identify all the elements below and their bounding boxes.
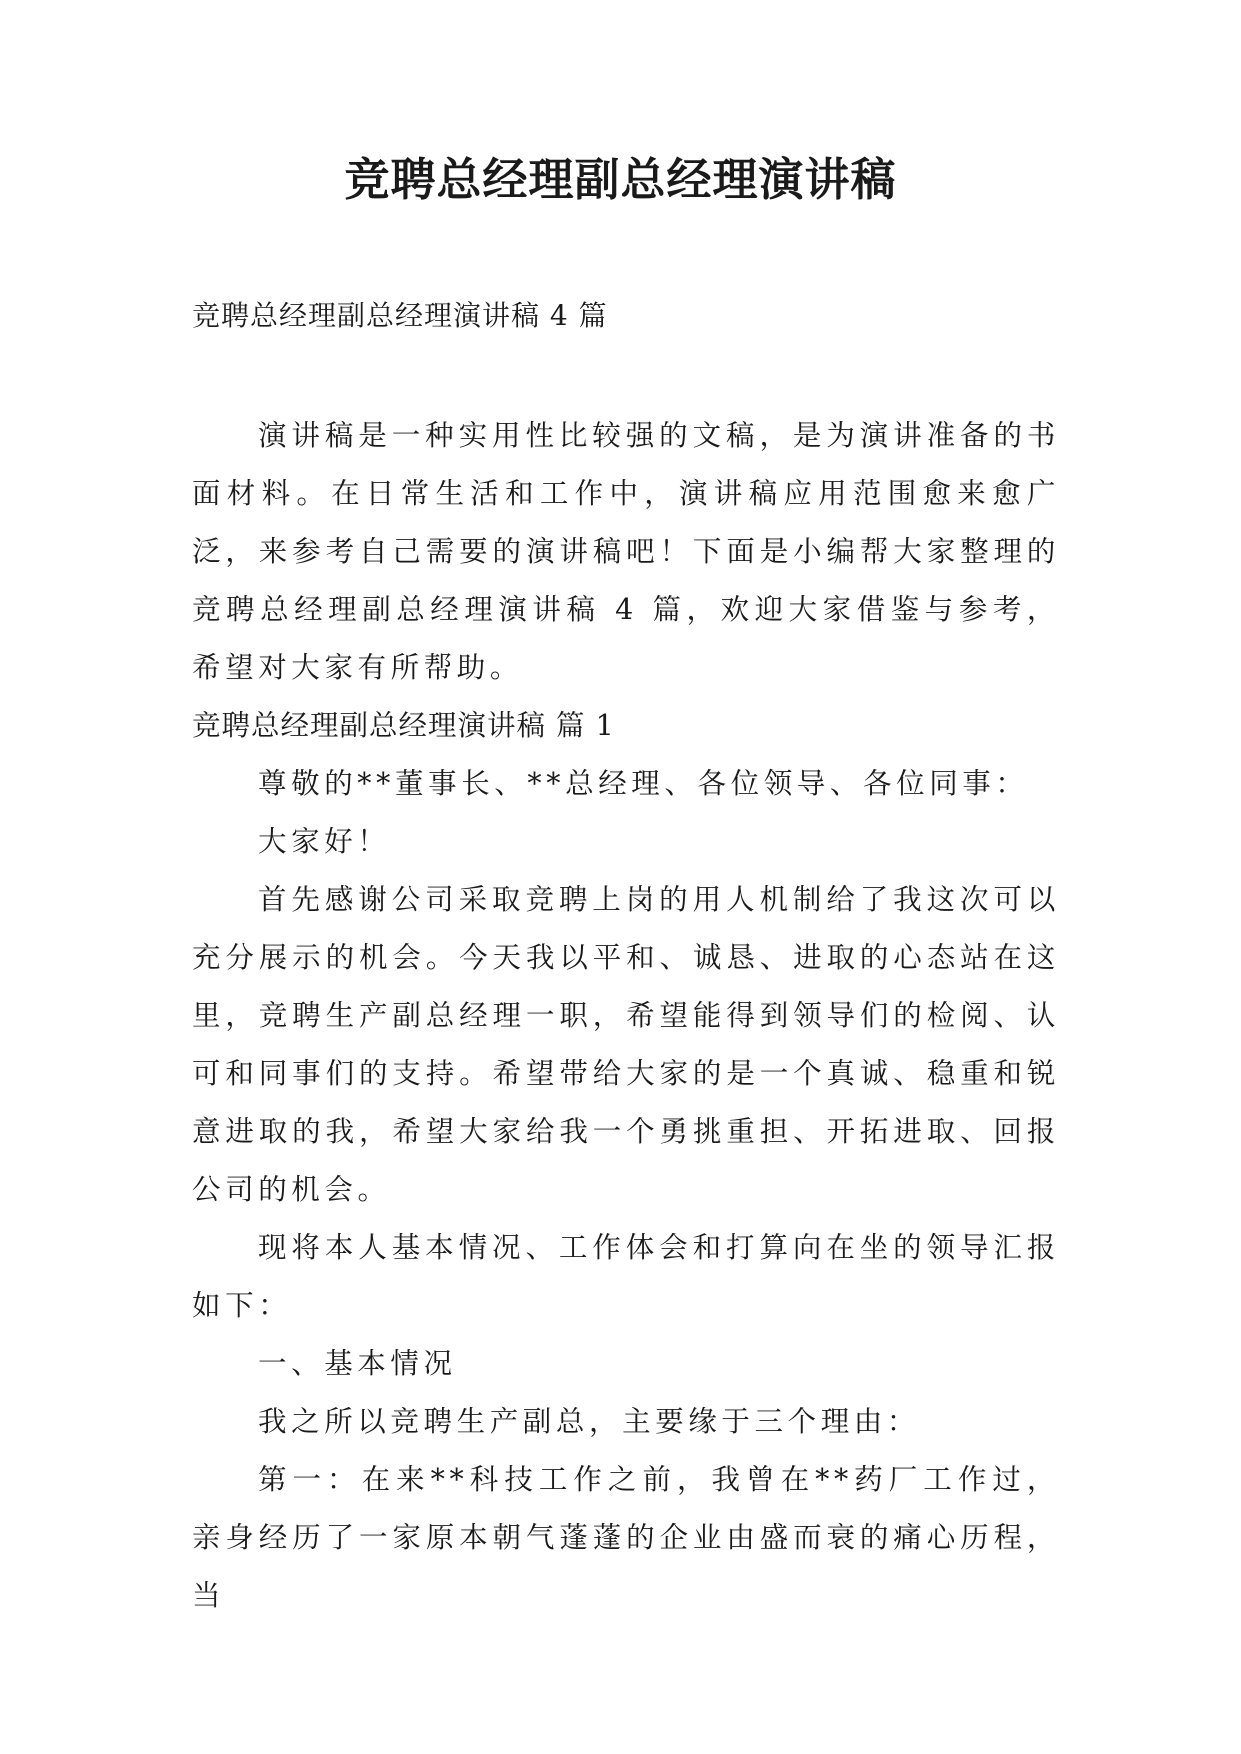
document-subtitle: 竞聘总经理副总经理演讲稿 4 篇	[192, 299, 608, 332]
salutation-paragraph: 尊敬的**董事长、**总经理、各位领导、各位同事：	[258, 767, 1029, 800]
document-body	[192, 407, 1060, 1625]
greeting-paragraph: 大家好！	[258, 825, 391, 858]
body-paragraph: 现将本人基本情况、工作体会和打算向在坐的领导汇报如下：	[192, 1231, 1060, 1322]
body-paragraph: 首先感谢公司采取竞聘上岗的用人机制给了我这次可以充分展示的机会。今天我以平和、诚恳、进取的心态站在这里，竞聘生产副总经理一职，希望能得到领导们的检阅、认可和同事们的支持。希望带给大家的是一个真诚、稳重和锐意进取的我，希望大家给我一个勇挑重担、开拓进取、回报公司的机会。	[192, 883, 1060, 1206]
body-paragraph: 第一：在来**科技工作之前，我曾在**药厂工作过，亲身经历了一家原本朝气蓬蓬的企业由盛而衰的痛心历程，当	[192, 1463, 1060, 1612]
body-paragraph: 我之所以竞聘生产副总，主要缘于三个理由：	[258, 1405, 921, 1438]
subsection-heading: 一、基本情况	[258, 1347, 457, 1380]
intro-paragraph: 演讲稿是一种实用性比较强的文稿，是为演讲准备的书面材料。在日常生活和工作中，演讲稿应用范围愈来愈广泛，来参考自己需要的演讲稿吧！下面是小编帮大家整理的竞聘总经理副总经理演讲稿 4 篇，欢迎大家借鉴与参考，希望对大家有所帮助。	[192, 419, 1060, 684]
section-heading: 竞聘总经理副总经理演讲稿 篇 1	[192, 709, 615, 742]
document-title: 竞聘总经理副总经理演讲稿	[344, 153, 897, 206]
